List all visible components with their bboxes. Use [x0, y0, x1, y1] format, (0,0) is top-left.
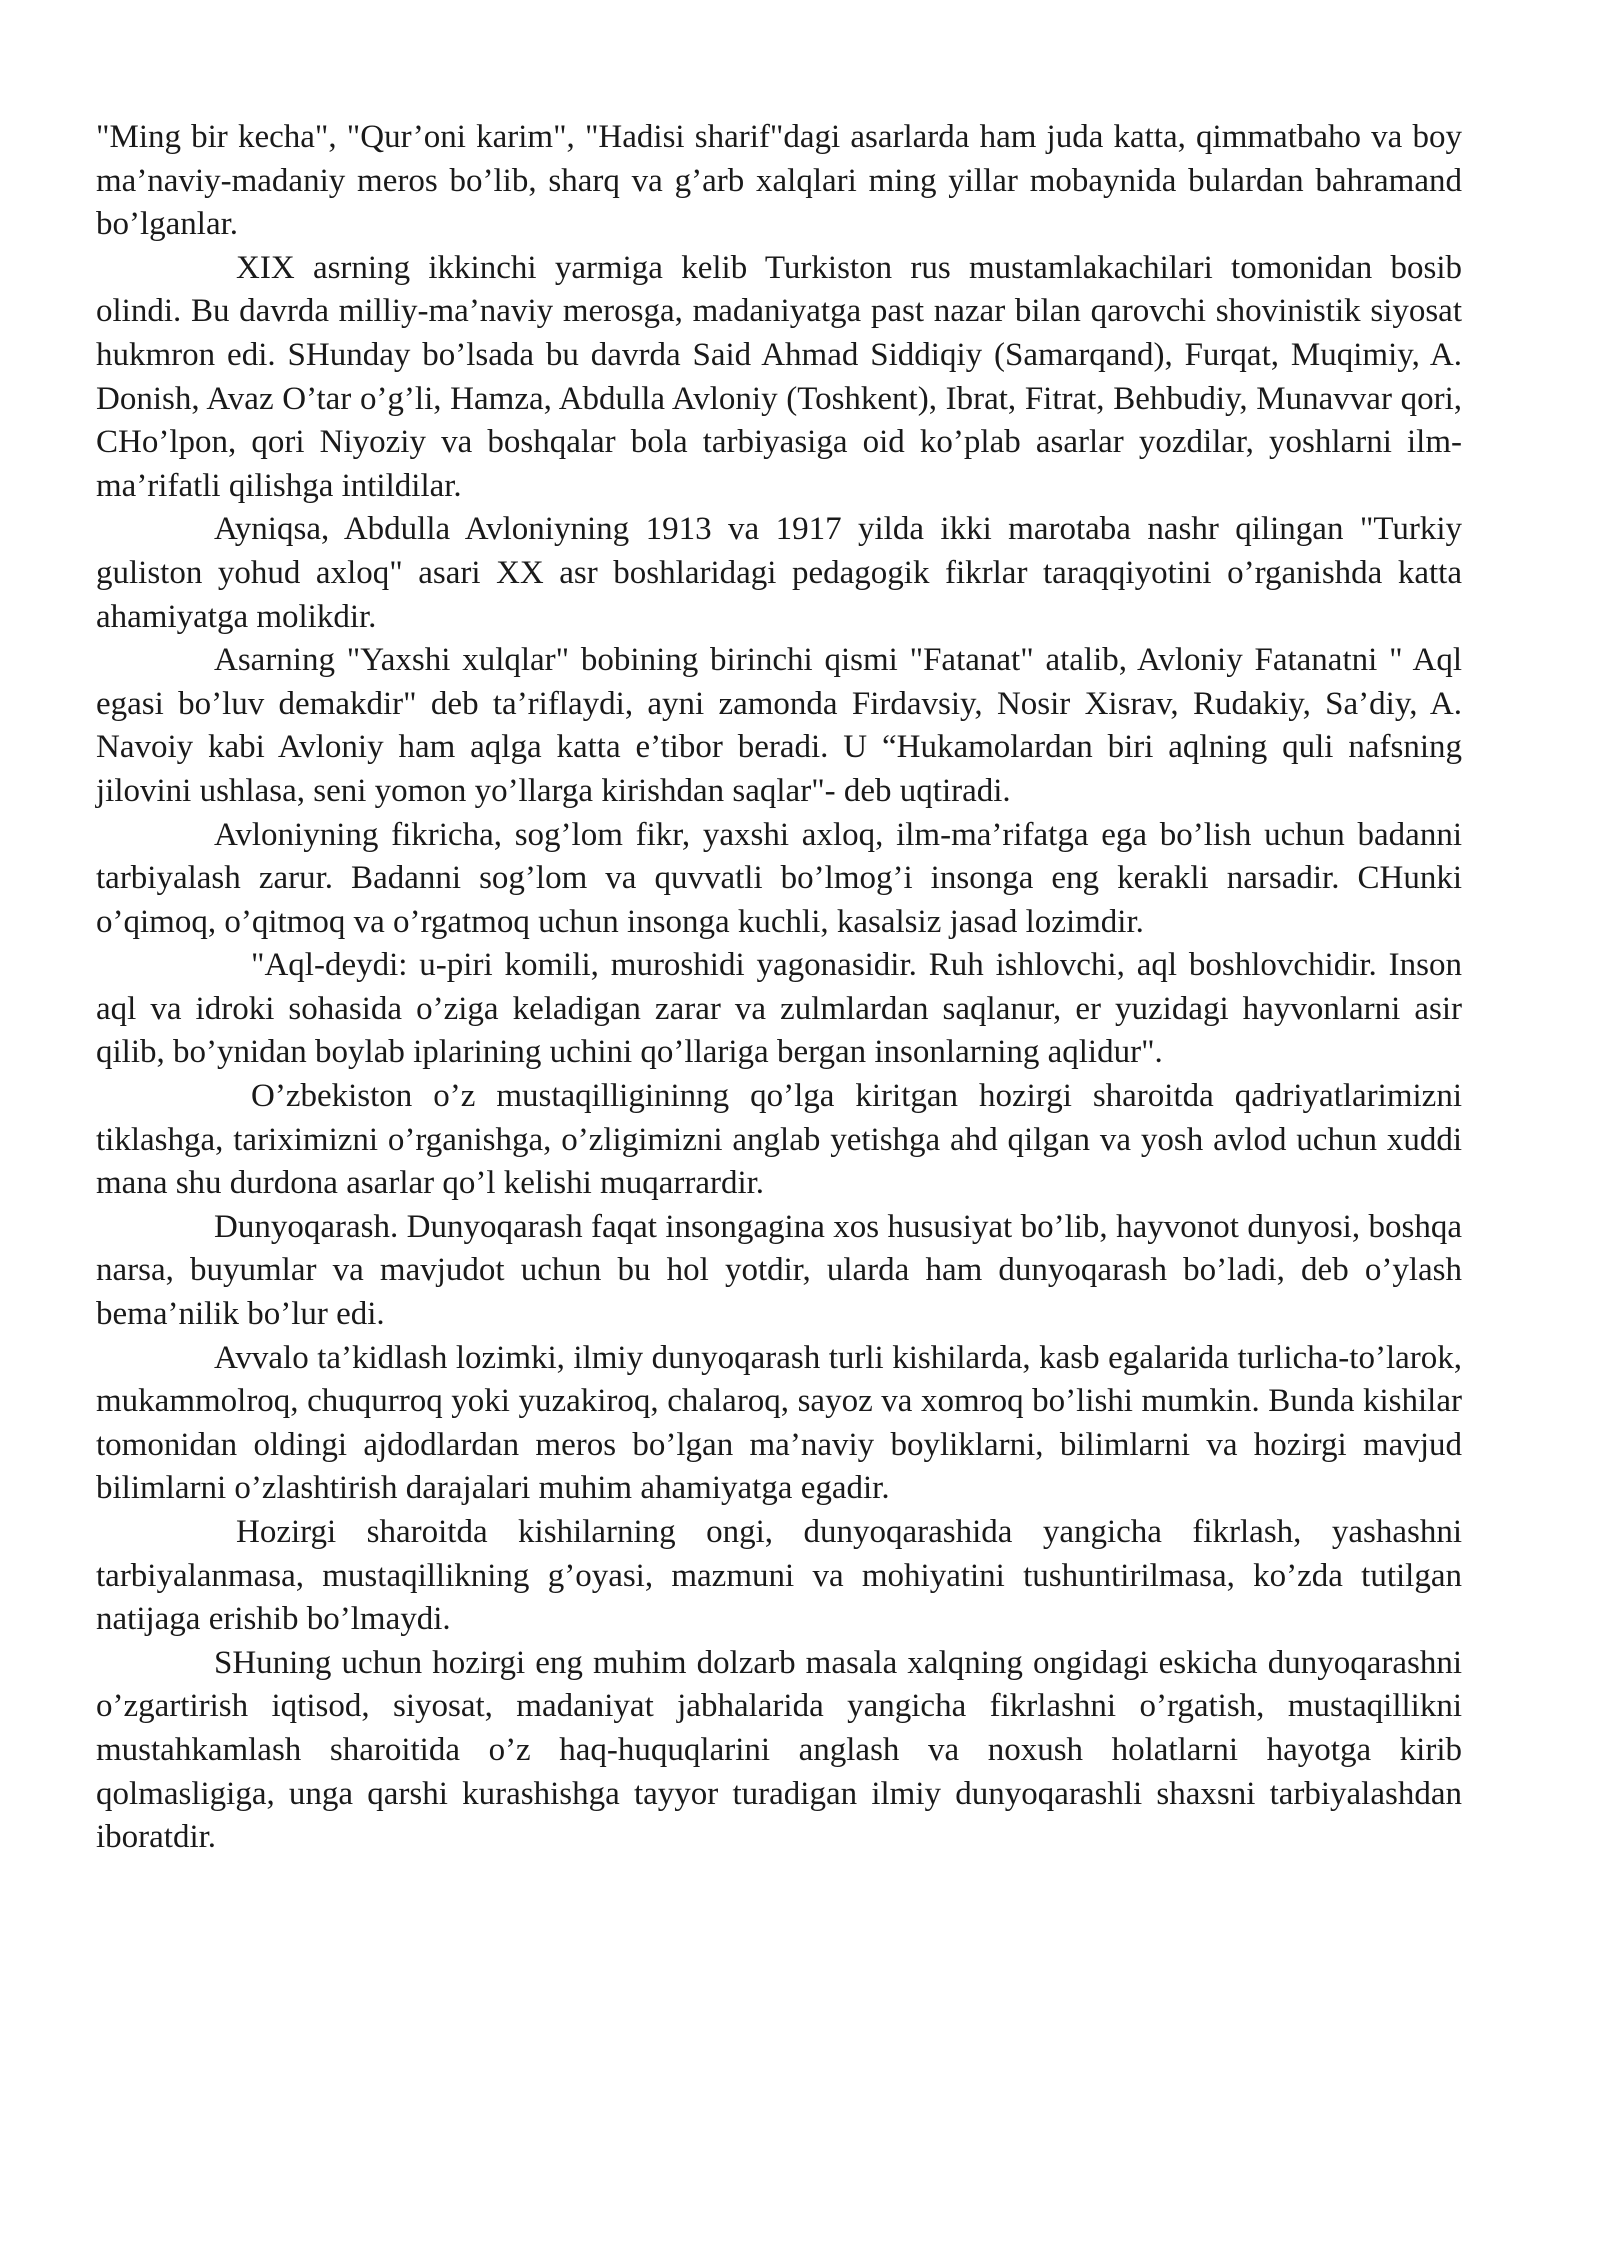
paragraph-xix-century: XIX asrning ikkinchi yarmiga kelib Turkiston rus mustamlakachilari tomonidan bosib olindi. Bu davrda milliy-ma’naviy merosga, madaniyatga past nazar bilan qarovchi shovinistik siyosat hukmron edi. SHunday bo’lsada bu davrda Said Ahmad Siddiqiy (Samarqand), Furqat, Muqimiy, A. Donish, Avaz O’tar o’g’li, Hamza, Abdulla Avloniy (Toshkent), Ibrat, Fitrat, Behbudiy, Munavvar qori, CHo’lpon, qori Niyoziy va boshqalar bola tarbiyasiga oid ko’plab asarlar yozdilar, yoshlarni ilm-ma’rifatli qilishga intildilar.	[96, 249, 1462, 504]
paragraph-conclusion: SHuning uchun hozirgi eng muhim dolzarb masala xalqning ongidagi eskicha dunyoqarashni o’zgartirish iqtisod, siyosat, madaniyat jabhalarida yangicha fikrlashni o’rgatish, mustaqillikni mustahkamlash sharoitida o’z haq-huquqlarini anglash va noxush holatlarni hayotga kirib qolmasligiga, unga qarshi kurashishga tayyor turadigan ilmiy dunyoqarashli shaxsni tarbiyalashdan iboratdir.	[96, 1644, 1462, 1856]
paragraph-intro: "Ming bir kecha", "Qur’oni karim", "Hadisi sharif"dagi asarlarda ham juda katta, qimmatbaho va boy ma’naviy-madaniy meros bo’lib, sharq va g’arb xalqlari ming yillar mobaynida bulardan bahramand bo’lganlar.	[96, 119, 1462, 243]
paragraph-avloniy-book: Ayniqsa, Abdulla Avloniyning 1913 va 1917 yilda ikki marotaba nashr qilingan "Turkiy guliston yohud axloq" asari XX asr boshlaridagi pedagogik fikrlar taraqqiyotini o’rganishda katta ahamiyatga molikdir.	[96, 511, 1462, 635]
paragraph-scientific-worldview: Avvalo ta’kidlash lozimki, ilmiy dunyoqarash turli kishilarda, kasb egalarida turlicha-to’larok, mukammolroq, chuqurroq yoki yuzakiroq, chalaroq, sayoz va xomroq bo’lishi mumkin. Bunda kishilar tomonidan oldingi ajdodlardan meros bo’lgan ma’naviy boyliklarni, bilimlarni va hozirgi mavjud bilimlarni o’zlashtirish darajalari muhim ahamiyatga egadir.	[96, 1339, 1462, 1507]
paragraph-body-training: Avloniyning fikricha, sog’lom fikr, yaxshi axloq, ilm-ma’rifatga ega bo’lish uchun badanni tarbiyalash zarur. Badanni sog’lom va quvvatli bo’lmog’i insonga eng kerakli narsadir. CHunki o’qimoq, o’qitmoq va o’rgatmoq uchun insonga kuchli, kasalsiz jasad lozimdir.	[96, 816, 1462, 940]
paragraph-current-conditions: Hozirgi sharoitda kishilarning ongi, dunyoqarashida yangicha fikrlash, yashashni tarbiyalanmasa, mustaqillikning g’oyasi, mazmuni va mohiyatini tushuntirilmasa, ko’zda tutilgan natijaga erishib bo’lmaydi.	[96, 1514, 1462, 1638]
paragraph-aql-quote: "Aql-deydi: u-piri komili, muroshidi yagonasidir. Ruh ishlovchi, aql boshlovchidir. Inson aql va idroki sohasida o’ziga keladigan zarar va zulmlardan saqlanur, er yuzidagi hayvonlarni asir qilib, bo’ynidan boylab iplarining uchini qo’llariga bergan insonlarning aqlidur".	[96, 947, 1462, 1071]
document-page	[96, 116, 1462, 1860]
paragraph-fatanat: Asarning "Yaxshi xulqlar" bobining birinchi qismi "Fatanat" atalib, Avloniy Fatanatni " Aql egasi bo’luv demakdir" deb ta’riflaydi, ayni zamonda Firdavsiy, Nosir Xisrav, Rudakiy, Sa’diy, A. Navoiy kabi Avloniy ham aqlga katta e’tibor beradi. U “Hukamolardan biri aqlning quli nafsning jilovini ushlasa, seni yomon yo’llarga kirishdan saqlar"- deb uqtiradi.	[96, 642, 1462, 809]
paragraph-independence: O’zbekiston o’z mustaqilligininng qo’lga kiritgan hozirgi sharoitda qadriyatlarimizni tiklashga, tariximizni o’rganishga, o’zligimizni anglab yetishga ahd qilgan va yosh avlod uchun xuddi mana shu durdona asarlar qo’l kelishi muqarrardir.	[96, 1078, 1462, 1202]
paragraph-dunyoqarash: Dunyoqarash. Dunyoqarash faqat insongagina xos hususiyat bo’lib, hayvonot dunyosi, boshqa narsa, buyumlar va mavjudot uchun bu hol yotdir, ularda ham dunyoqarash bo’ladi, deb o’ylash bema’nilik bo’lur edi.	[96, 1208, 1462, 1333]
